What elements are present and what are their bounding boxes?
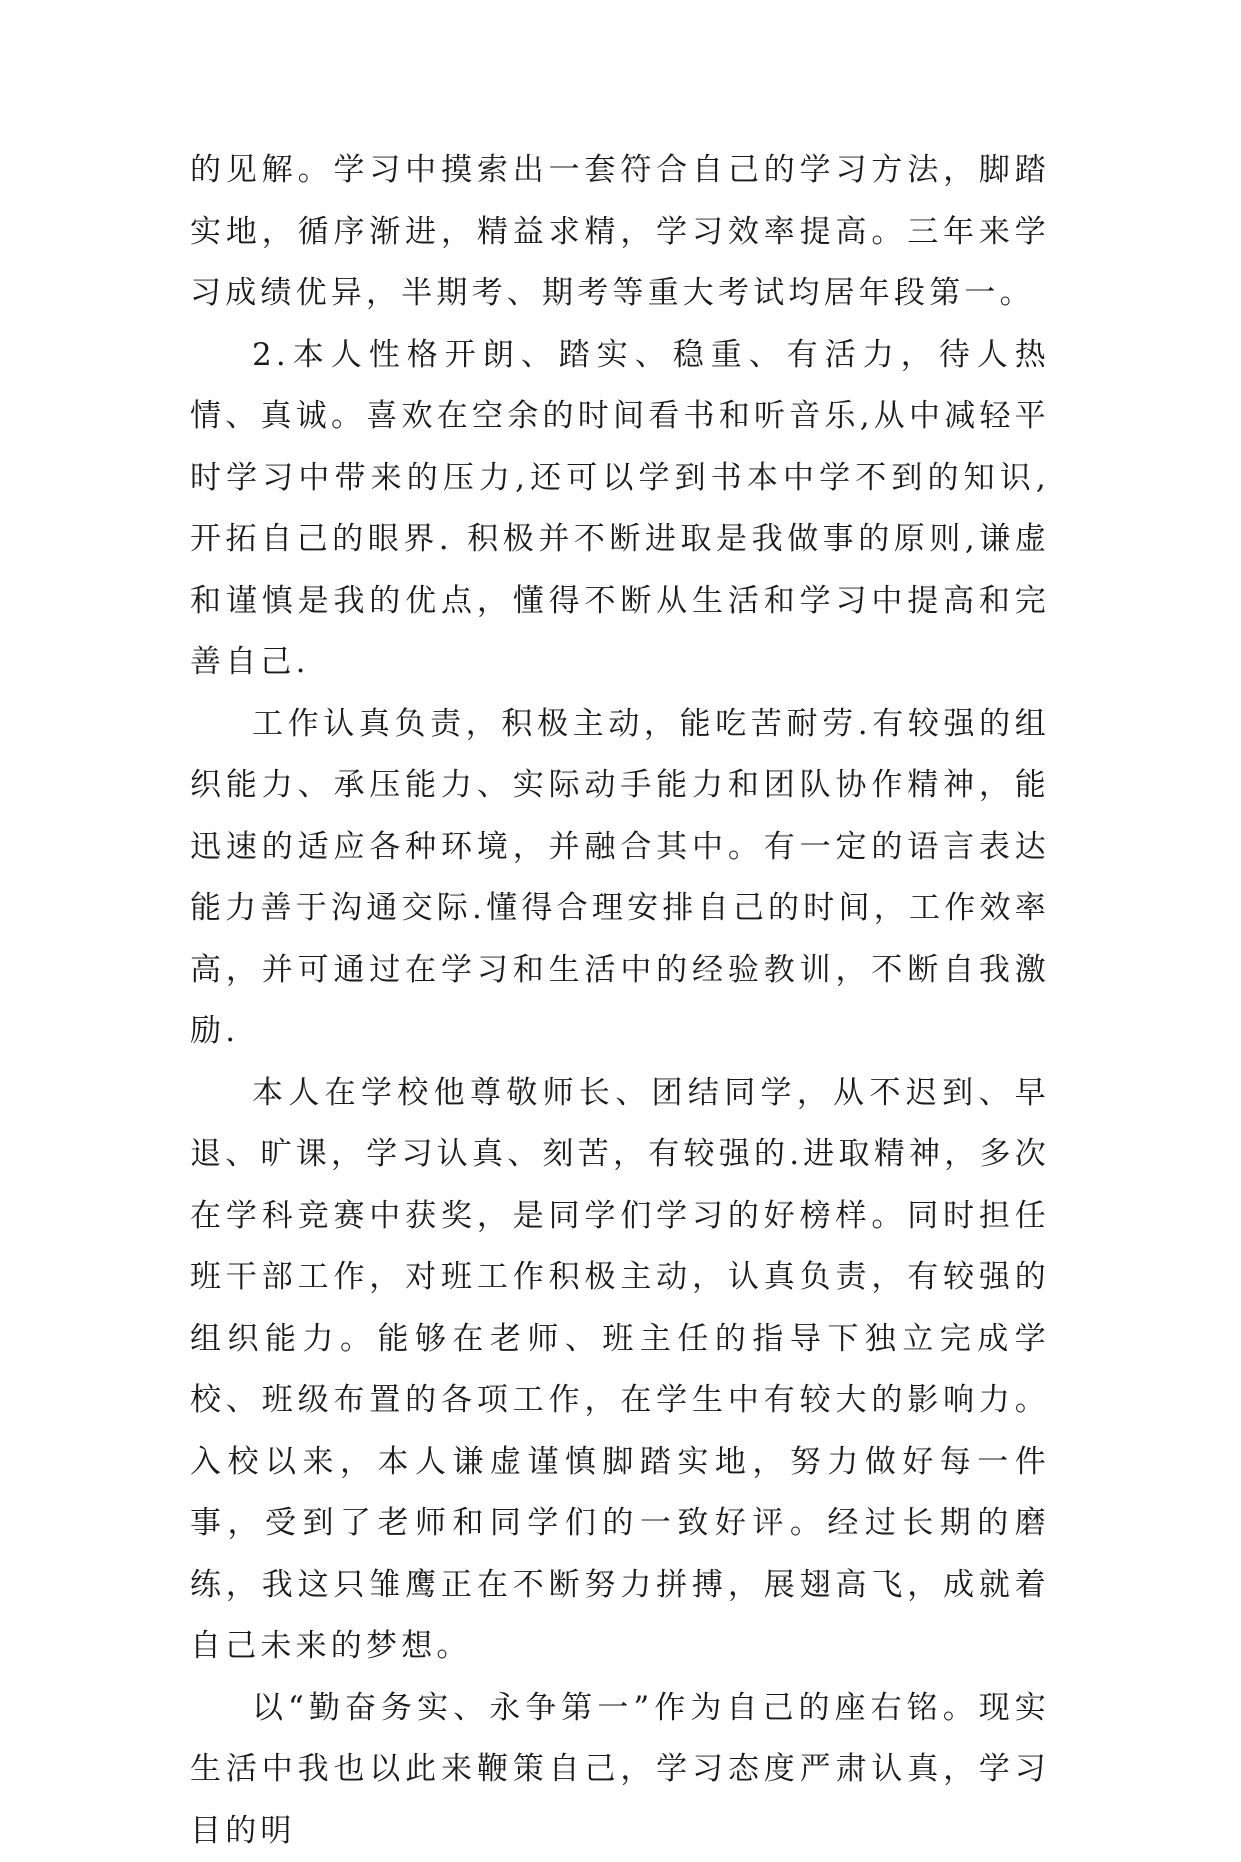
paragraph-2: 2.本人性格开朗、踏实、稳重、有活力，待人热情、真诚。喜欢在空余的时间看书和听音乐,从中减轻平时学习中带来的压力,还可以学到书本中学不到的知识,开拓自己的眼界. 积极并不断进取是我做事的原则,谦虚和谨慎是我的优点，懂得不断从生活和学习中提高和完善自己. [190,325,1050,694]
paragraph-3: 工作认真负责，积极主动，能吃苦耐劳.有较强的组织能力、承压能力、实际动手能力和团队协作精神，能迅速的适应各种环境，并融合其中。有一定的语言表达能力善于沟通交际.懂得合理安排自己的时间，工作效率高，并可通过在学习和生活中的经验教训，不断自我激励. [190,694,1050,1063]
paragraph-5: 以“勤奋务实、永争第一”作为自己的座右铭。现实生活中我也以此来鞭策自己，学习态度严肃认真，学习目的明 [190,1678,1050,1862]
document-body [190,140,1050,1862]
paragraph-4: 本人在学校他尊敬师长、团结同学，从不迟到、早退、旷课，学习认真、刻苦，有较强的.进取精神，多次在学科竞赛中获奖，是同学们学习的好榜样。同时担任班干部工作，对班工作积极主动，认真负责，有较强的组织能力。能够在老师、班主任的指导下独立完成学校、班级布置的各项工作，在学生中有较大的影响力。入校以来，本人谦虚谨慎脚踏实地，努力做好每一件事，受到了老师和同学们的一致好评。经过长期的磨练，我这只雏鹰正在不断努力拼搏，展翅高飞，成就着自己未来的梦想。 [190,1063,1050,1678]
paragraph-1: 的见解。学习中摸索出一套符合自己的学习方法，脚踏实地，循序渐进，精益求精，学习效率提高。三年来学习成绩优异，半期考、期考等重大考试均居年段第一。 [190,140,1050,325]
